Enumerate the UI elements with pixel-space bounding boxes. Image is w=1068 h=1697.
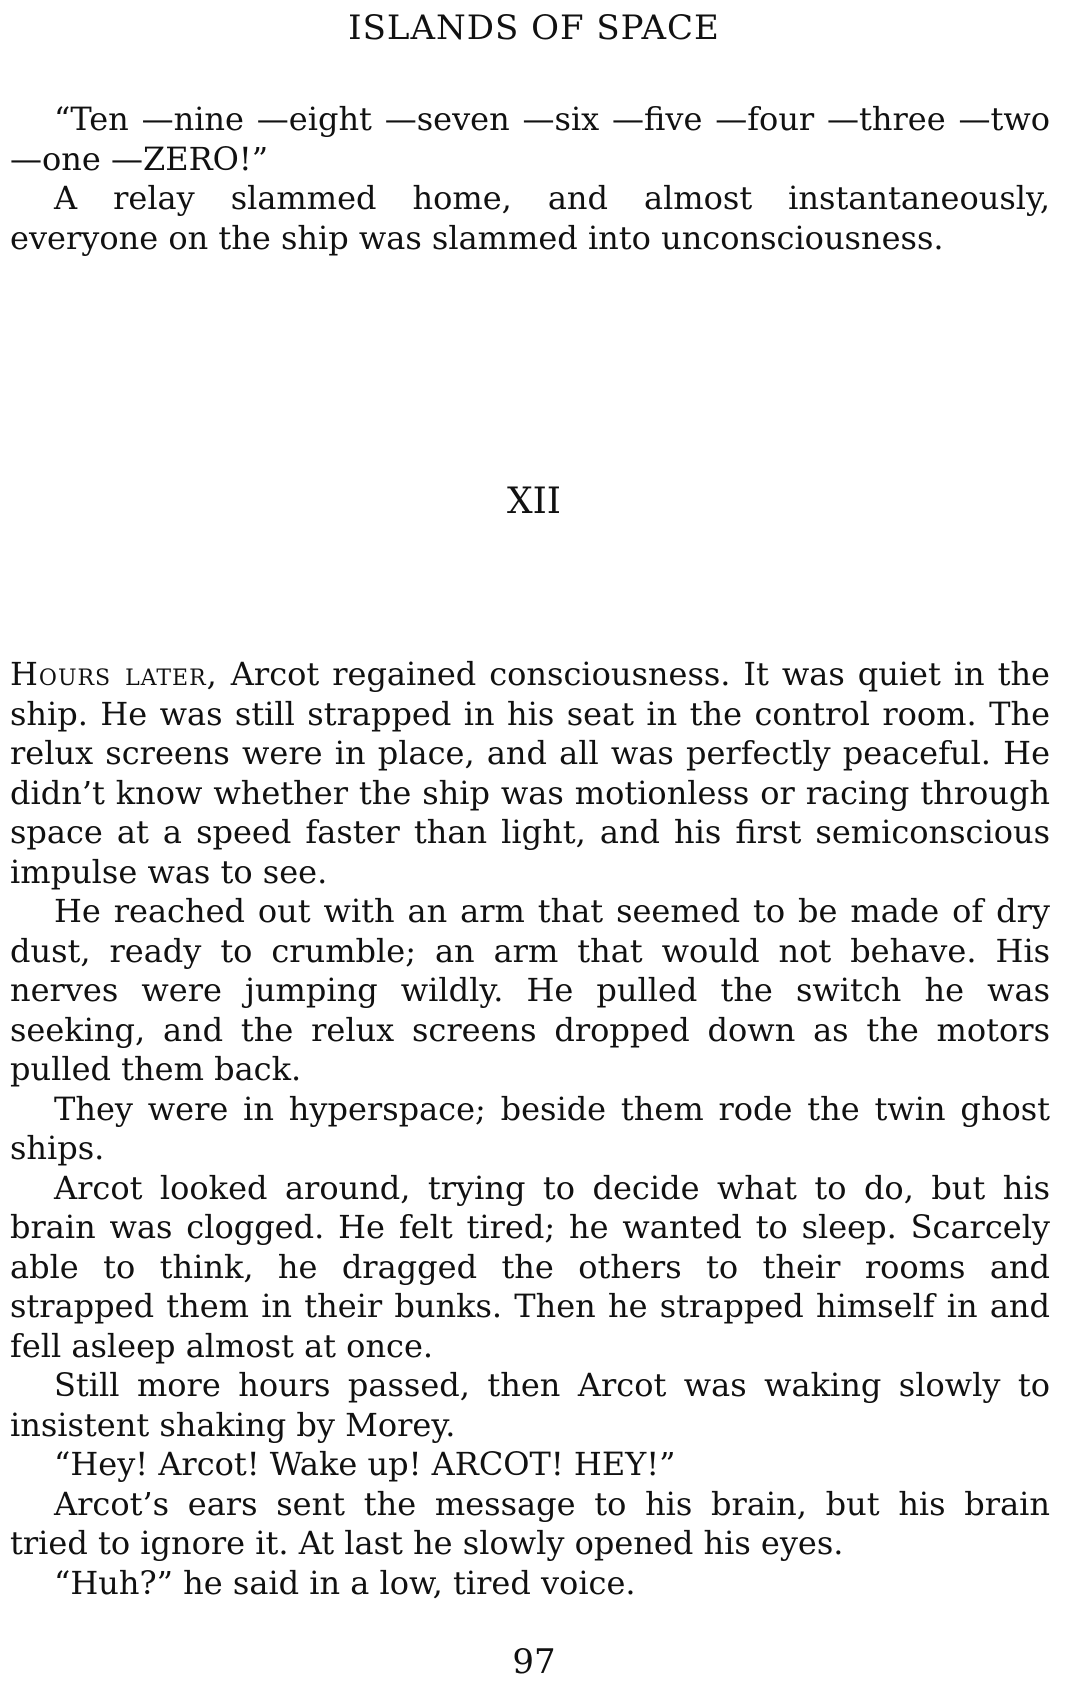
paragraph: A relay slammed home, and almost instantaneously, everyone on the ship was slammed into unconsciousness.	[10, 179, 1050, 257]
paragraph: Still more hours passed, then Arcot was waking slowly to insistent shaking by Morey.	[10, 1366, 1050, 1444]
chapter-lead-in: Hours later,	[10, 655, 218, 693]
paragraph: Arcot looked around, trying to decide what to do, but his brain was clogged. He felt tired; he wanted to sleep. Scarcely able to think, he dragged the others to their rooms and strapped them in their bunks. Then he strapped himself in and fell asleep almost at once.	[10, 1168, 1050, 1365]
chapter-first-paragraph-text: Arcot regained consciousness. It was quiet in the ship. He was still strapped in his seat in the control room. The relux screens were in place, and all was perfectly peaceful. He didn’t know whether the ship was motionless or racing through space at a speed faster than light, and his first semiconscious impulse was to see.	[10, 655, 1050, 891]
paragraph: Arcot’s ears sent the message to his brain, but his brain tried to ignore it. At last he slowly opened his eyes.	[10, 1484, 1050, 1562]
chapter-text	[10, 655, 1050, 1603]
opening-text	[10, 100, 1050, 258]
paragraph: “Ten —nine —eight —seven —six —five —four —three —two —one —ZERO!”	[10, 100, 1050, 178]
page-number: 97	[512, 1642, 556, 1682]
chapter-first-paragraph	[10, 655, 1050, 892]
paragraph: They were in hyperspace; beside them rode the twin ghost ships.	[10, 1089, 1050, 1167]
running-head: ISLANDS OF SPACE	[348, 8, 720, 48]
chapter-number: XII	[506, 481, 562, 522]
paragraph: “Hey! Arcot! Wake up! ARCOT! HEY!”	[54, 1445, 676, 1483]
paragraph: He reached out with an arm that seemed to be made of dry dust, ready to crumble; an arm that would not behave. His nerves were jumping wildly. He pulled the switch he was seeking, and the relux screens dropped down as the motors pulled them back.	[10, 892, 1050, 1088]
paragraph: “Huh?” he said in a low, tired voice.	[54, 1563, 636, 1602]
